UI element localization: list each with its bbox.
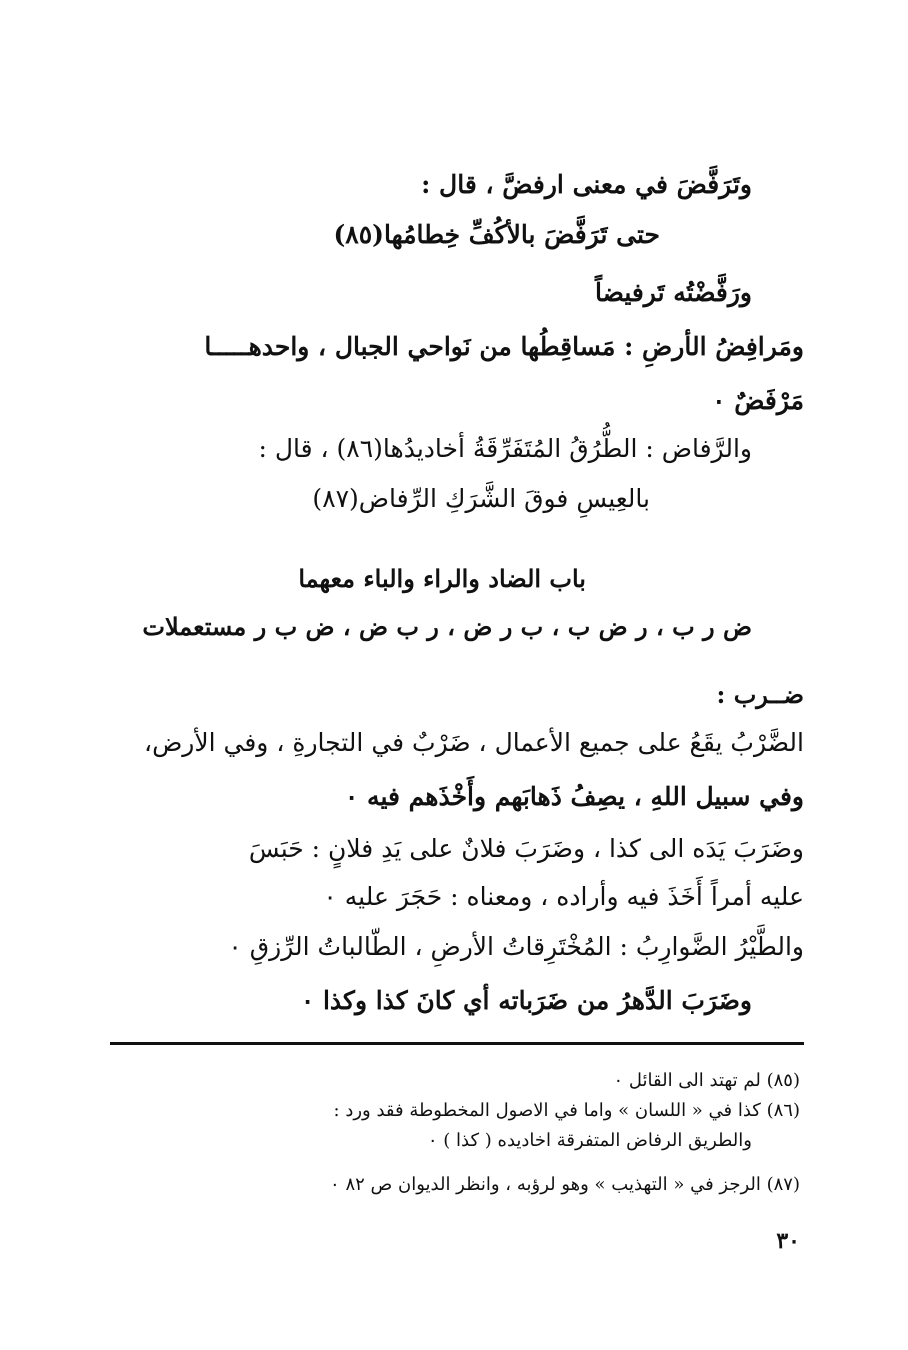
page-number: ٣٠ [776,1228,800,1254]
entry-line-6: وضَرَبَ الدَّهرُ من ضَرَباته أي كانَ كذا وكذا ٠ [300,986,752,1015]
entry-line-5: والطَّيْرُ الضَّوارِبُ : المُخْتَرِقاتُ الأرضِ ، الطّالباتُ الرِّزقِ ٠ [228,932,804,961]
entry-line-4: عليه أمراً أَخَذَ فيه وأراده ، ومعناه : حَجَرَ عليه ٠ [323,882,804,911]
footnote-85: (٨٥) لم تهتد الى القائل ٠ [613,1070,800,1091]
text-line-5: مَرْفَضٌ ٠ [712,386,804,415]
entry-line-1: الضَّرْبُ يقَعُ على جميع الأعمال ، ضَرْبٌ في التجارةِ ، وفي الأرض، [144,728,804,757]
root-combinations: ض ر ب ، ر ض ب ، ب ر ض ، ر ب ض ، ض ب ر مستعملات [142,612,752,641]
entry-line-2: وفي سبيل اللهِ ، يصِفُ ذَهابَهم وأَخْذَهم فيه ٠ [344,782,804,811]
text-line-4: ومَرافِضُ الأرضِ : مَساقِطُها من نَواحي الجبال ، واحدهـــــا [204,332,804,361]
entry-heading: ضــرب : [716,680,804,709]
text-line-6: والرَّفاض : الطُّرُقُ المُتَفَرِّقَةُ أخاديدُها(٨٦) ، قال : [258,434,752,463]
verse-line-2: بالعِيسِ فوقَ الشَّرَكِ الرِّفاض(٨٧) [312,484,650,513]
verse-line-1: حتى تَرَفَّضَ بالأكُفِّ خِطامُها(٨٥) [333,220,660,249]
section-title: باب الضاد والراء والباء معهما [298,564,586,593]
footnote-86-continued: والطريق الرفاض المتفرقة اخاديده ( كذا ) ٠ [427,1130,752,1151]
entry-line-3: وضَرَبَ يَدَه الى كذا ، وضَرَبَ فلانٌ على يَدِ فلانٍ : حَبَسَ [248,834,804,863]
text-line-3: ورَفَّضْتُه تَرفيضاً [595,278,752,307]
footnote-87: (٨٧) الرجز في « التهذيب » وهو لرؤبه ، وانظر الديوان ص ٨٢ ٠ [330,1174,800,1195]
footnote-divider [110,1042,804,1045]
text-line-1: وتَرَفَّضَ في معنى ارفضَّ ، قال : [421,170,752,199]
footnote-86: (٨٦) كذا في « اللسان » واما في الاصول المخطوطة فقد ورد : [333,1100,800,1121]
